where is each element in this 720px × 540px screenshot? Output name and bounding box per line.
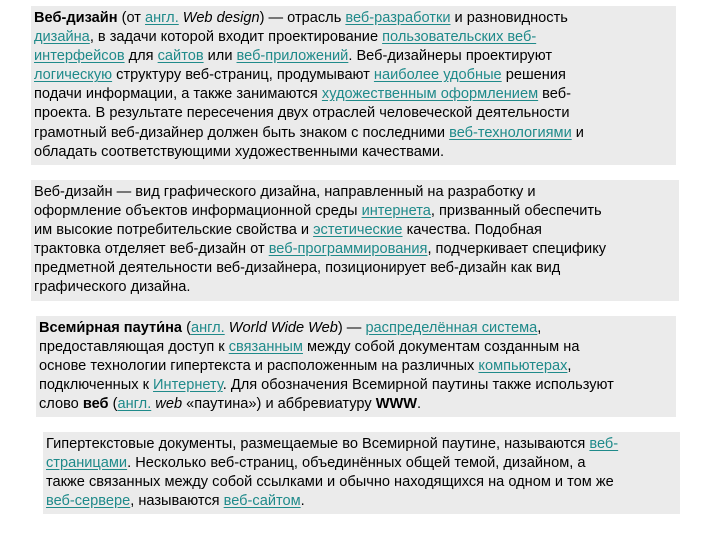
term-www: WWW	[375, 396, 418, 413]
text: качества. Подобная	[402, 222, 542, 239]
link-sites[interactable]: сайтов	[157, 48, 204, 65]
text-line	[39, 357, 676, 376]
english-term: World Wide Web	[224, 320, 338, 336]
link-linked[interactable]: связанным	[228, 339, 303, 356]
link-web-development[interactable]: веб-разработки	[345, 10, 451, 26]
text: или	[203, 48, 237, 65]
text: оформление объектов информационной среды	[34, 203, 362, 220]
text-line	[34, 28, 676, 47]
paragraph-web-pages	[43, 432, 680, 514]
link-computers[interactable]: компьютерах	[478, 358, 568, 375]
text: решения	[501, 67, 566, 84]
text: . Для обозначения Всемирной паутины также используют	[222, 377, 614, 394]
text: и разновидность	[450, 10, 568, 26]
term-world-wide-web: Всеми́рная паути́на	[39, 320, 183, 336]
link-internet[interactable]: интернета	[361, 203, 431, 220]
text-line	[39, 395, 676, 414]
text-line	[34, 66, 676, 85]
link-web-technologies[interactable]: веб-технологиями	[449, 124, 572, 141]
text-line	[34, 202, 679, 221]
link-distributed-system[interactable]: распределённая система	[365, 320, 538, 336]
text: . Веб-дизайнеры проектируют	[348, 48, 553, 65]
text: ,	[537, 320, 542, 336]
text: ) — отрасль	[259, 10, 346, 26]
text-line	[34, 104, 676, 123]
text: предоставляющая доступ к	[39, 339, 229, 356]
text: слово	[39, 396, 83, 413]
link-most-convenient[interactable]: наиболее удобные	[373, 67, 502, 84]
link-english[interactable]: англ.	[117, 396, 152, 413]
text: .	[417, 396, 422, 413]
link-artistic-design[interactable]: художественным оформлением	[321, 86, 539, 103]
text-line	[39, 376, 676, 395]
text: (	[108, 396, 118, 413]
text: .	[300, 493, 305, 510]
text: подачи информации, а также занимаются	[34, 86, 322, 103]
text: трактовка отделяет веб-дизайн от	[34, 241, 269, 258]
link-user-web-interfaces[interactable]: интерфейсов	[34, 48, 125, 65]
text: подключенных к	[39, 377, 154, 394]
paragraph-graphic-design	[31, 180, 679, 301]
link-internet[interactable]: Интернету	[153, 377, 223, 394]
link-web-server[interactable]: веб-сервере	[46, 493, 131, 510]
term-web-design: Веб-дизайн	[34, 10, 118, 26]
paragraph-web-design-definition	[31, 6, 676, 165]
text: , призванный обеспечить	[430, 203, 602, 220]
text-line	[46, 473, 680, 492]
link-design[interactable]: дизайна	[34, 29, 90, 46]
link-web-programming[interactable]: веб-программирования	[268, 241, 428, 258]
link-logical[interactable]: логическую	[34, 67, 113, 84]
link-english[interactable]: англ.	[190, 320, 225, 336]
text-line	[34, 240, 679, 259]
text-line	[46, 492, 680, 511]
english-term: web	[151, 396, 183, 413]
text: , в задачи которой входит проектирование	[89, 29, 383, 46]
text: между собой документам созданным на	[302, 339, 580, 356]
text: , называются	[130, 493, 224, 510]
text: для	[124, 48, 158, 65]
paragraph-world-wide-web	[36, 316, 676, 417]
text-line	[34, 278, 679, 297]
text: Гипертекстовые документы, размещаемые во Всемирной паутине, называются	[46, 436, 590, 452]
text: графического дизайна.	[34, 279, 191, 296]
text: . Несколько веб-страниц, объединённых общей темой, дизайном, а	[127, 455, 586, 472]
text: (от	[117, 10, 145, 26]
text: структуру веб-страниц, продумывают	[112, 67, 374, 84]
text: обладать соответствующими художественными качествами.	[34, 143, 445, 160]
text: «паутина») и аббревиатуру	[182, 396, 376, 413]
text: ,	[567, 358, 572, 375]
text: ) —	[337, 320, 366, 336]
text: , подчеркивает специфику	[427, 241, 607, 258]
text-line	[46, 435, 680, 454]
text: грамотный веб-дизайнер должен быть знаком с последними	[34, 124, 450, 141]
text-line	[34, 9, 676, 28]
text: (	[182, 320, 191, 336]
term-web: веб	[82, 396, 109, 413]
text-line	[34, 259, 679, 278]
text: веб-	[538, 86, 571, 103]
text-line	[34, 85, 676, 104]
text-line	[34, 124, 676, 143]
link-aesthetic[interactable]: эстетические	[313, 222, 403, 239]
text: им высокие потребительские свойства и	[34, 222, 314, 239]
text: предметной деятельности веб-дизайнера, позиционирует веб-дизайн как вид	[34, 260, 561, 277]
link-web-pages[interactable]: страницами	[46, 455, 128, 472]
text-line	[34, 183, 679, 202]
link-user-web-interfaces[interactable]: пользовательских веб-	[382, 29, 537, 46]
link-web-pages[interactable]: веб-	[589, 436, 619, 452]
text: проекта. В результате пересечения двух отраслей человеческой деятельности	[34, 105, 570, 122]
text-line	[34, 143, 676, 162]
text: Веб-дизайн — вид графического дизайна, направленный на разработку и	[34, 184, 536, 200]
text-line	[39, 319, 676, 338]
link-english[interactable]: англ.	[145, 10, 179, 26]
link-web-site[interactable]: веб-сайтом	[223, 493, 301, 510]
text-line	[34, 47, 676, 66]
text-line	[39, 338, 676, 357]
text: и	[571, 124, 584, 141]
english-term: Web design	[178, 10, 260, 26]
text-line	[46, 454, 680, 473]
text: основе технологии гипертекста и расположенным на различных	[39, 358, 479, 375]
link-web-applications[interactable]: веб-приложений	[236, 48, 349, 65]
text-line	[34, 221, 679, 240]
text: также связанных между собой ссылками и обычно находящихся на одном и том же	[46, 474, 614, 491]
